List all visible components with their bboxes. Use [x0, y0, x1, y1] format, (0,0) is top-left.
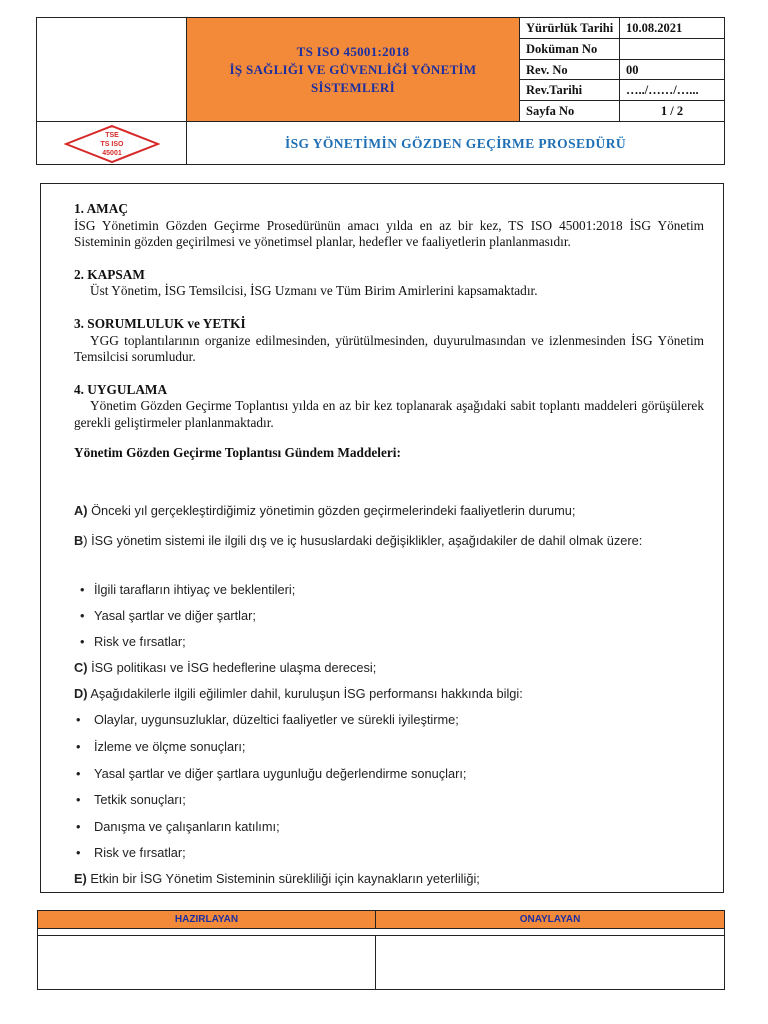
item-text: Önceki yıl gerçekleştirdiğimiz yönetimin gözden geçirmelerindeki faaliyetlerin durumu; — [87, 503, 576, 518]
item-label: D) — [74, 686, 88, 701]
list-item: • Risk ve fırsatlar; — [80, 634, 186, 649]
section-4-text: Yönetim Gözden Geçirme Toplantısı yılda en az bir kez toplanarak aşağıdaki sabit toplantı maddeleri görüşülerek gerekli geliştirmeler planlanmaktadır. — [74, 398, 704, 430]
logo-text-3: 45001 — [101, 149, 122, 157]
item-text: Aşağıdakilerle ilgili eğilimler dahil, kuruluşun İSG performansı hakkında bilgi: — [87, 686, 523, 701]
section-3-text: YGG toplantılarının organize edilmesinden, yürütülmesinden, duyurulmasından ve izlenmesinden İSG Yönetim Temsilcisi sorumludur. — [74, 332, 704, 365]
section-1-text: İSG Yönetimin Gözden Geçirme Prosedürünün amacı yılda en az bir kez, TS ISO 45001:2018 İSG Yönetim Sisteminin gözden geçirilmesi ve yönetimsel planlar, hedefler ve faaliyetlerin planlanmasıdır. — [74, 217, 704, 250]
meta-key: Rev.Tarihi — [520, 80, 620, 100]
title-line-1: TS ISO 45001:2018 — [296, 43, 410, 59]
title-line-3: SİSTEMLERİ — [311, 79, 395, 95]
agenda-item-d — [74, 686, 523, 701]
list-item: • İlgili tarafların ihtiyaç ve beklentileri; — [80, 582, 296, 597]
approval-table — [37, 910, 725, 990]
meta-value: 10.08.2021 — [626, 21, 683, 35]
list-item: • İzleme ve ölçme sonuçları; — [76, 739, 246, 754]
title-line-2: İŞ SAĞLIĞI VE GÜVENLİĞİ YÖNETİM — [229, 61, 477, 77]
item-label: B — [74, 533, 84, 548]
meta-key: Doküman No — [520, 39, 620, 59]
meta-row-document-no — [520, 39, 724, 60]
list-item: • Risk ve fırsatlar; — [76, 845, 186, 860]
meta-key: Sayfa No — [520, 101, 620, 121]
procedure-text — [74, 196, 704, 461]
agenda-item-e — [74, 871, 480, 886]
prepared-by-signature-box — [38, 935, 376, 989]
section-3-heading: 3. SORUMLULUK ve YETKİ — [74, 315, 246, 331]
tse-diamond-icon — [64, 124, 160, 164]
meta-row-rev-no — [520, 60, 724, 81]
meta-value: 1 / 2 — [660, 104, 684, 119]
procedure-title: İSG YÖNETİMİN GÖZDEN GEÇİRME PROSEDÜRÜ — [285, 135, 626, 151]
list-item: • Olaylar, uygunsuzluklar, düzeltici faaliyetler ve sürekli iyileştirme; — [76, 712, 459, 727]
document-meta-table — [520, 18, 724, 122]
list-item: • Tetkik sonuçları; — [76, 792, 186, 807]
list-item: • Danışma ve çalışanların katılımı; — [76, 819, 280, 834]
meta-value: …../……/…... — [626, 83, 699, 98]
document-header — [36, 17, 725, 165]
item-label: A) — [74, 503, 88, 518]
section-1-heading: 1. AMAÇ — [74, 201, 128, 216]
meta-key: Yürürlük Tarihi — [520, 18, 620, 38]
tse-logo — [37, 122, 187, 165]
logo-text-1: TSE — [104, 131, 119, 139]
list-item: • Yasal şartlar ve diğer şartlar; — [80, 608, 256, 623]
approved-by-signature-box — [376, 935, 724, 989]
meta-value — [620, 39, 724, 59]
item-label: C) — [74, 660, 88, 675]
meta-row-page-no — [520, 101, 724, 122]
item-text: Etkin bir İSG Yönetim Sisteminin sürekliliği için kaynakların yeterliliği; — [86, 871, 480, 886]
item-text: İSG politikası ve İSG hedeflerine ulaşma derecesi; — [87, 660, 377, 675]
section-4-heading: 4. UYGULAMA — [74, 381, 168, 397]
meta-row-effective-date — [520, 18, 724, 39]
logo-text-2: TS ISO — [100, 140, 123, 148]
section-2-heading: 2. KAPSAM — [74, 266, 145, 282]
agenda-title: Yönetim Gözden Geçirme Toplantısı Gündem Maddeleri: — [74, 444, 401, 460]
agenda-item-c — [74, 660, 376, 675]
meta-key: Rev. No — [520, 60, 620, 80]
meta-row-rev-date — [520, 80, 724, 101]
logo-cell — [37, 18, 187, 122]
item-text: ) İSG yönetim sistemi ile ilgili dış ve iç hususlardaki değişiklikler, aşağıdakiler de dahil olmak üzere: — [83, 533, 643, 548]
section-2-text: Üst Yönetim, İSG Temsilcisi, İSG Uzmanı ve Tüm Birim Amirlerini kapsamaktadır. — [90, 283, 538, 299]
meta-value: 00 — [626, 62, 639, 77]
standard-title — [187, 18, 520, 122]
agenda-item-b — [74, 529, 704, 553]
list-item: • Yasal şartlar ve diğer şartlara uygunluğu değerlendirme sonuçları; — [76, 766, 467, 781]
approved-by-label: ONAYLAYAN — [519, 914, 581, 925]
item-label: E) — [74, 871, 87, 886]
agenda-item-a — [74, 503, 575, 518]
approval-header-row — [38, 911, 724, 929]
prepared-by-label: HAZIRLAYAN — [38, 911, 376, 929]
